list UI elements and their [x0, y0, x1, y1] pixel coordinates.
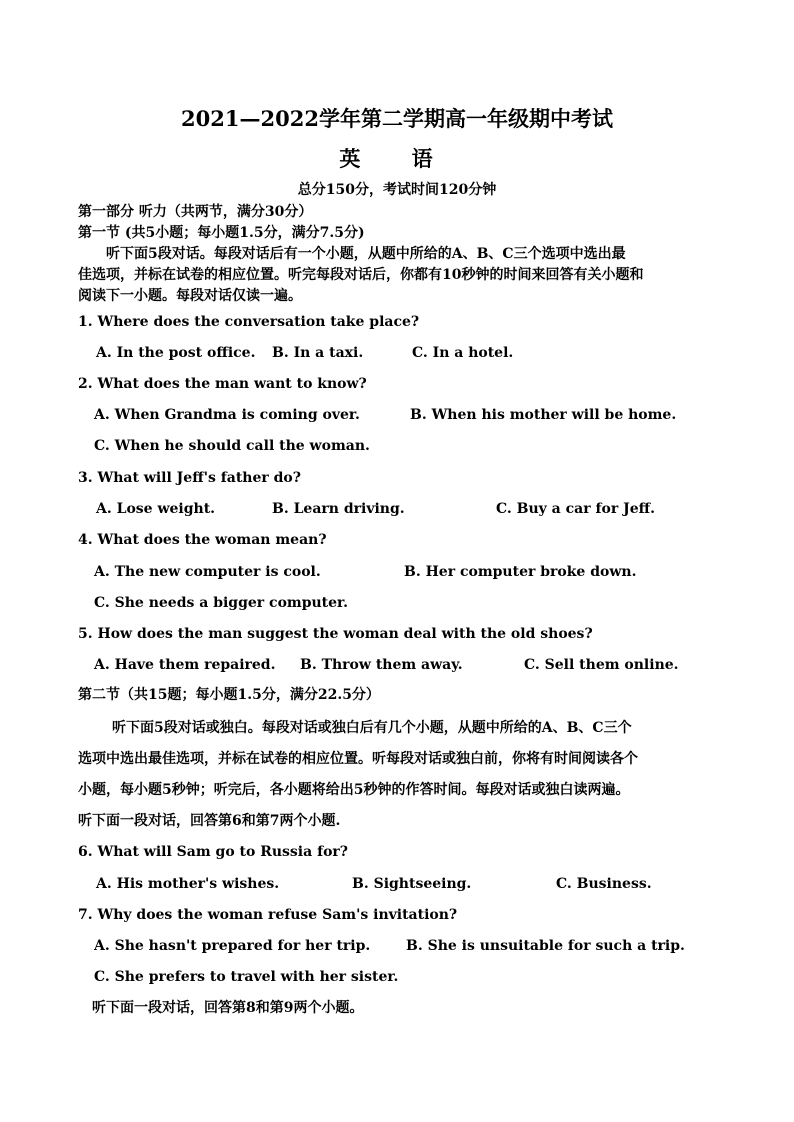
option-b: B. She is unsuitable for such a trip.: [406, 938, 685, 954]
option-a: A. She hasn't prepared for her trip.: [94, 938, 371, 954]
dialogue-note: 听下面一段对话，回答第6和第7两个小题.: [78, 813, 341, 829]
section2-instructions-line: 小题，每小题5秒钟；听完后，各小题将给出5秒钟的作答时间。每段对话或独白读两遍。: [78, 782, 630, 798]
option-a: A. When Grandma is coming over.: [94, 407, 360, 423]
question-stem: 3. What will Jeff's father do?: [78, 470, 301, 486]
dialogue-note: 听下面一段对话，回答第8和第9两个小题。: [92, 1000, 364, 1016]
section1-instructions-line: 佳选项，并标在试卷的相应位置。听完每段对话后，你都有10秒钟的时间来回答有关小题和: [78, 267, 644, 283]
question-stem: 4. What does the woman mean?: [78, 532, 327, 548]
option-a: A. His mother's wishes.: [96, 876, 280, 892]
exam-title: 2021—2022学年第二学期高一年级期中考试: [181, 106, 613, 131]
option-b: B. In a taxi.: [272, 345, 364, 361]
section2-heading: 第二节（共15题；每小题1.5分，满分22.5分）: [78, 687, 380, 703]
option-c: C. Business.: [556, 876, 652, 892]
part1-heading: 第一部分 听力（共两节，满分30分）: [78, 204, 313, 220]
option-a: A. Have them repaired.: [94, 657, 276, 673]
option-c: C. Sell them online.: [524, 657, 679, 673]
option-b: B. Throw them away.: [300, 657, 463, 673]
option-b: B. Learn driving.: [272, 501, 405, 517]
exam-meta: 总分150分，考试时间120分钟: [297, 182, 497, 198]
option-c: C. When he should call the woman.: [94, 438, 370, 454]
question-stem: 6. What will Sam go to Russia for?: [78, 844, 349, 860]
option-b: B. Her computer broke down.: [404, 564, 637, 580]
question-stem: 5. How does the man suggest the woman deal with the old shoes?: [78, 626, 593, 642]
option-a: A. Lose weight.: [96, 501, 216, 517]
question-stem: 1. Where does the conversation take place?: [78, 314, 420, 330]
section1-heading: 第一节 (共5小题；每小题1.5分，满分7.5分): [78, 225, 365, 241]
option-a: A. The new computer is cool.: [94, 564, 321, 580]
option-b: B. When his mother will be home.: [410, 407, 677, 423]
option-a: A. In the post office.: [96, 345, 256, 361]
section1-instructions-line: 听下面5段对话。每段对话后有一个小题，从题中所给的A、B、C三个选项中选出最: [106, 246, 626, 262]
option-c: C. Buy a car for Jeff.: [496, 501, 655, 517]
question-stem: 7. Why does the woman refuse Sam's invitation?: [78, 907, 458, 923]
section2-instructions-line: 选项中选出最佳选项，并标在试卷的相应位置。听每段对话或独白前，你将有时间阅读各个: [78, 751, 638, 767]
option-c: C. She prefers to travel with her sister.: [94, 969, 399, 985]
subject-title: 英 语: [339, 146, 455, 171]
question-stem: 2. What does the man want to know?: [78, 376, 367, 392]
option-c: C. In a hotel.: [412, 345, 514, 361]
section2-instructions-line: 听下面5段对话或独白。每段对话或独白后有几个小题，从题中所给的A、B、C三个: [112, 720, 632, 736]
section1-instructions-line: 阅读下一小题。每段对话仅读一遍。: [78, 288, 302, 304]
option-b: B. Sightseeing.: [352, 876, 472, 892]
option-c: C. She needs a bigger computer.: [94, 595, 349, 611]
